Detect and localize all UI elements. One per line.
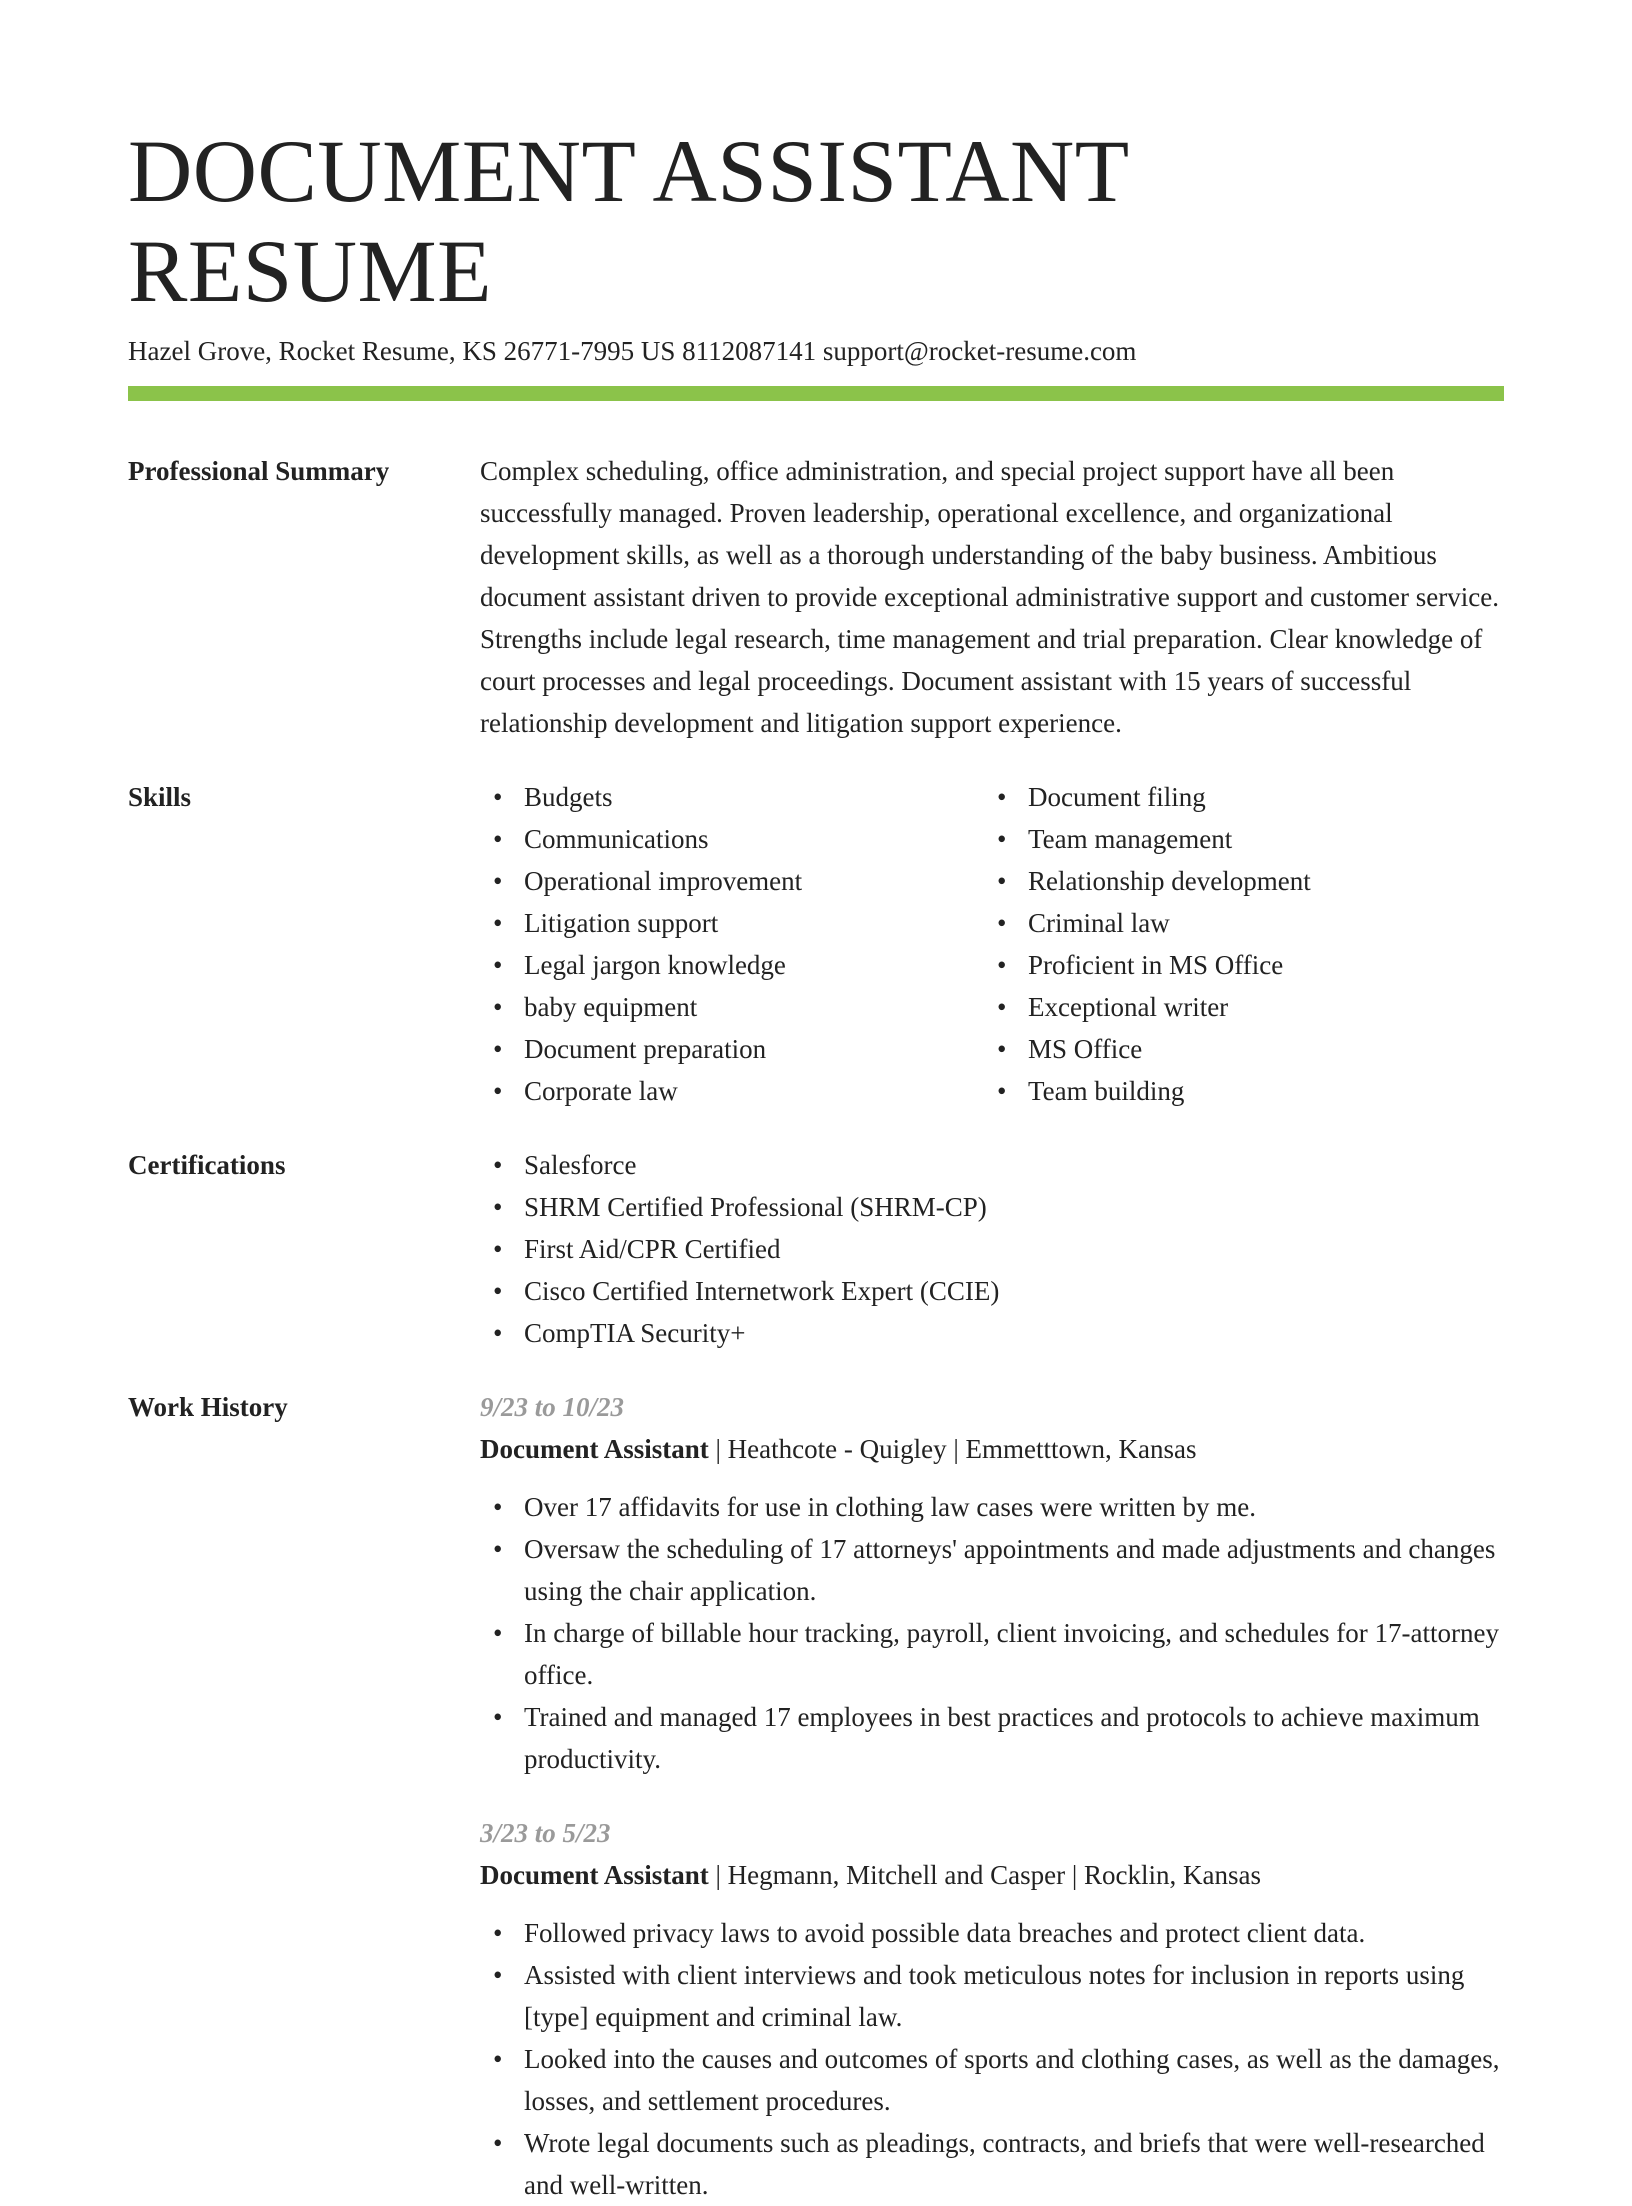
job-entry [480,1386,1504,1780]
skill-item: • Exceptional writer [984,986,1488,1028]
skill-item: • Relationship development [984,860,1488,902]
job-employer-location: | Hegmann, Mitchell and Casper | Rocklin, Kansas [708,1860,1261,1890]
job-bullet: • Looked into the causes and outcomes of sports and clothing cases, as well as the damages, losses, and settlement procedures. [480,2038,1504,2122]
skill-item: • MS Office [984,1028,1488,1070]
certification-item: • SHRM Certified Professional (SHRM-CP) [480,1186,1504,1228]
job-dates: 9/23 to 10/23 [480,1392,625,1422]
job-dates: 3/23 to 5/23 [480,1818,611,1848]
work-history-body [480,1386,1504,2206]
skills-section [128,776,1504,1112]
skill-item: • Criminal law [984,902,1488,944]
job-bullet: • Followed privacy laws to avoid possible data breaches and protect client data. [480,1912,1504,1954]
skills-list-right [984,776,1488,1112]
summary-text: Complex scheduling, office administration, and special project support have all been successfully managed. Proven leadership, operational excellence, and organizational development skills, as well as a thorough understanding of the baby business. Ambitious document assistant driven to provide exceptional administrative support and customer service. Strengths include legal research, time management and trial preparation. Clear knowledge of court processes and legal proceedings. Document assistant with 15 years of successful relationship development and litigation support experience. [480,456,1499,738]
skill-item: • Communications [480,818,984,860]
skills-columns [480,776,1504,1112]
section-label-work-history: Work History [128,1392,288,1422]
certifications-section [128,1144,1504,1354]
job-title: Document Assistant [480,1434,709,1464]
certification-item: • Salesforce [480,1144,1504,1186]
skills-list-left [480,776,984,1112]
job-heading [480,1428,1504,1470]
contact-line: Hazel Grove, Rocket Resume, KS 26771-7995 US 8112087141 support@rocket-resume.com [128,336,1137,366]
section-label-certifications: Certifications [128,1150,286,1180]
job-entry [480,1812,1504,2206]
skill-item: • Legal jargon knowledge [480,944,984,986]
resume-page [128,122,1504,2206]
job-heading [480,1854,1504,1896]
section-label-skills: Skills [128,782,192,812]
resume-title: DOCUMENT ASSISTANT RESUME [128,123,1128,321]
skill-item: • Corporate law [480,1070,984,1112]
skill-item: • Operational improvement [480,860,984,902]
job-bullet: • In charge of billable hour tracking, payroll, client invoicing, and schedules for 17-attorney office. [480,1612,1504,1696]
skill-item: • Proficient in MS Office [984,944,1488,986]
skill-item: • Document preparation [480,1028,984,1070]
job-bullets [480,1912,1504,2206]
job-bullet: • Over 17 affidavits for use in clothing law cases were written by me. [480,1486,1504,1528]
skill-item: • Team management [984,818,1488,860]
skill-item: • Litigation support [480,902,984,944]
professional-summary-section [128,450,1504,744]
skill-item: • Document filing [984,776,1488,818]
header-accent-rule [128,386,1504,401]
section-label-summary: Professional Summary [128,456,390,486]
job-bullet: • Trained and managed 17 employees in best practices and protocols to achieve maximum productivity. [480,1696,1504,1780]
certification-item: • Cisco Certified Internetwork Expert (CCIE) [480,1270,1504,1312]
skill-item: • baby equipment [480,986,984,1028]
work-history-section [128,1386,1504,2206]
certification-item: • First Aid/CPR Certified [480,1228,1504,1270]
certifications-body [480,1144,1504,1354]
job-title: Document Assistant [480,1860,709,1890]
certifications-list [480,1144,1504,1354]
job-bullet: • Oversaw the scheduling of 17 attorneys' appointments and made adjustments and changes using the chair application. [480,1528,1504,1612]
job-bullet: • Wrote legal documents such as pleadings, contracts, and briefs that were well-researched and well-written. [480,2122,1504,2206]
job-employer-location: | Heathcote - Quigley | Emmetttown, Kansas [708,1434,1197,1464]
job-bullet: • Assisted with client interviews and took meticulous notes for inclusion in reports using [type] equipment and criminal law. [480,1954,1504,2038]
skill-item: • Budgets [480,776,984,818]
skill-item: • Team building [984,1070,1488,1112]
certification-item: • CompTIA Security+ [480,1312,1504,1354]
job-bullets [480,1486,1504,1780]
